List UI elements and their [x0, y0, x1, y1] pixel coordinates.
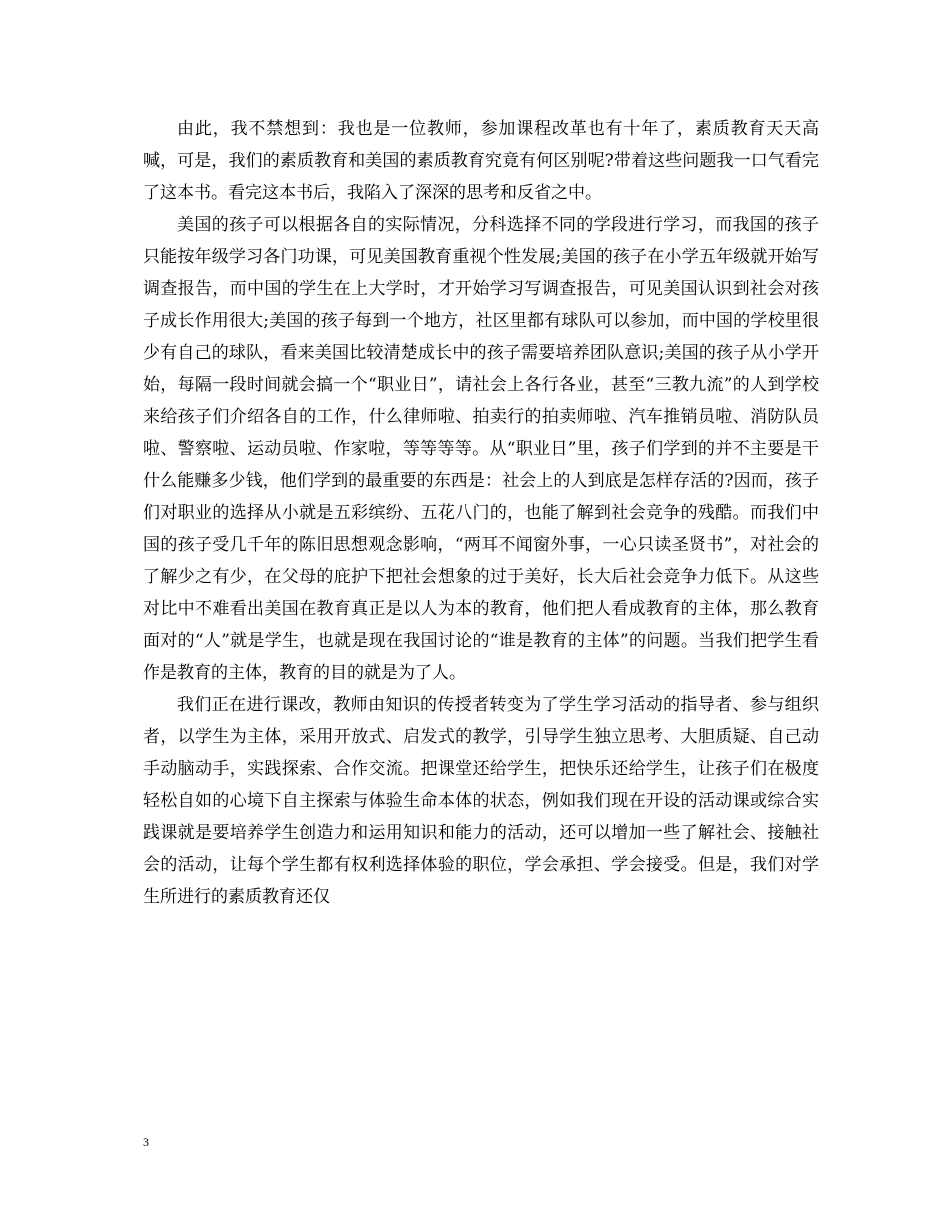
- body-text: [143, 113, 819, 913]
- page-number: 3: [143, 1135, 149, 1149]
- paragraph-1: 由此，我不禁想到：我也是一位教师，参加课程改革也有十年了，素质教育天天高喊，可是，我们的素质教育和美国的素质教育究竟有何区别呢?带着这些问题我一口气看完了这本书。看完这本书后，我陷入了深深的思考和反省之中。: [143, 119, 819, 203]
- paragraph-3: 我们正在进行课改，教师由知识的传授者转变为了学生学习活动的指导者、参与组织者，以学生为主体，采用开放式、启发式的教学，引导学生独立思考、大胆质疑、自己动手动脑动手，实践探索、合作交流。把课堂还给学生，把快乐还给学生，让孩子们在极度轻松自如的心境下自主探索与体验生命本体的状态，例如我们现在开设的活动课或综合实践课就是要培养学生创造力和运用知识和能力的活动，还可以增加一些了解社会、接触社会的活动，让每个学生都有权利选择体验的职位，学会承担、学会接受。但是，我们对学生所进行的素质教育还仅: [143, 695, 819, 907]
- paragraph-2: 美国的孩子可以根据各自的实际情况，分科选择不同的学段进行学习，而我国的孩子只能按年级学习各门功课，可见美国教育重视个性发展;美国的孩子在小学五年级就开始写调查报告，而中国的学生在上大学时，才开始学习写调查报告，可见美国认识到社会对孩子成长作用很大;美国的孩子每到一个地方，社区里都有球队可以参加，而中国的学校里很少有自己的球队，看来美国比较清楚成长中的孩子需要培养团队意识;美国的孩子从小学开始，每隔一段时间就会搞一个“职业日”，请社会上各行各业，甚至“三教九流”的人到学校来给孩子们介绍各自的工作，什么律师啦、拍卖行的拍卖师啦、汽车推销员啦、消防队员啦、警察啦、运动员啦、作家啦，等等等等。从“职业日”里，孩子们学到的并不主要是干什么能赚多少钱，他们学到的最重要的东西是：社会上的人到底是怎样存活的?因而，孩子们对职业的选择从小就是五彩缤纷、五花八门的，也能了解到社会竞争的残酷。而我们中国的孩子受几千年的陈旧思想观念影响，“两耳不闻窗外事，一心只读圣贤书”，对社会的了解少之有少，在父母的庇护下把社会想象的过于美好，长大后社会竞争力低下。从这些对比中不难看出美国在教育真正是以人为本的教育，他们把人看成教育的主体，那么教育面对的“人”就是学生，也就是现在我国讨论的“谁是教育的主体”的问题。当我们把学生看作是教育的主体，教育的目的就是为了人。: [143, 215, 819, 683]
